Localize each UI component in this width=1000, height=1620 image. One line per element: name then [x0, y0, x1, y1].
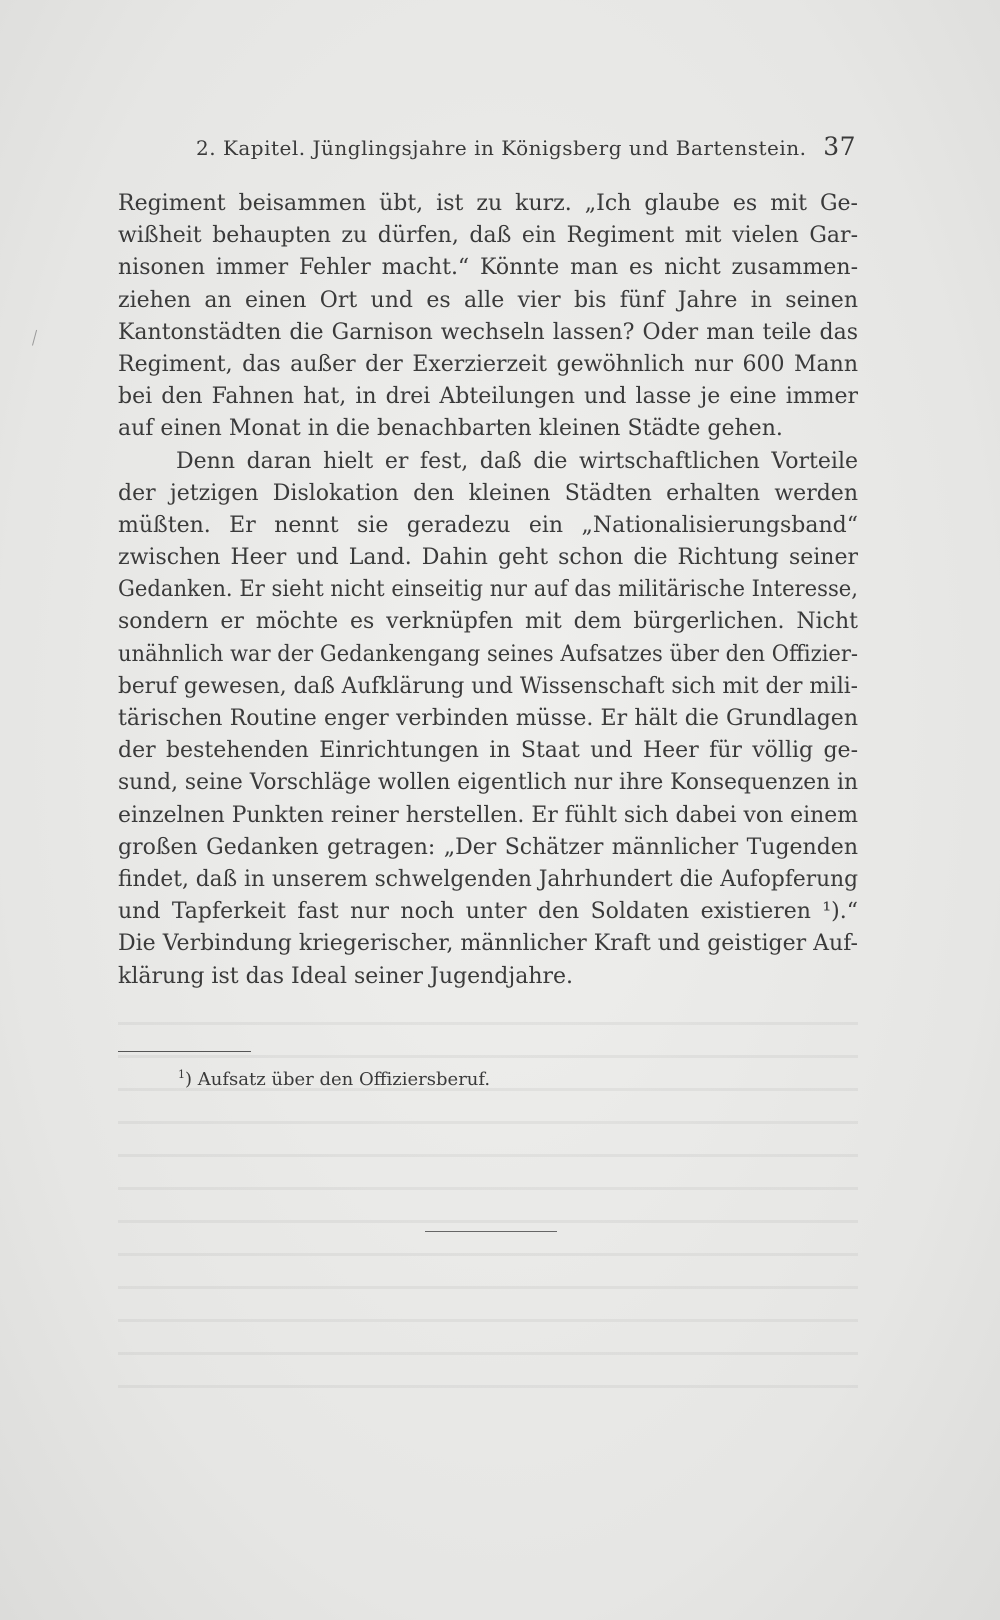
body-text	[118, 188, 858, 993]
bleed-through-texture	[118, 1000, 858, 1410]
text-line: wißheit behaupten zu dürfen, daß ein Regiment mit vielen Gar-	[118, 223, 858, 249]
text-line: der bestehenden Einrichtungen in Staat und Heer für völlig ge-	[118, 738, 858, 764]
text-line: zwischen Heer und Land. Dahin geht schon die Richtung seiner	[118, 545, 858, 571]
page-end-rule	[425, 1231, 557, 1232]
footnote	[178, 1068, 490, 1090]
text-line: Die Verbindung kriegerischer, männlicher Kraft und geistiger Auf-	[118, 931, 858, 957]
text-line: nisonen immer Fehler macht.“ Könnte man es nicht zusammen-	[118, 255, 858, 281]
text-line: findet, daß in unserem schwelgenden Jahrhundert die Aufopferung	[118, 866, 858, 892]
text-line: Kantonstädten die Garnison wechseln lassen? Oder man teile das	[118, 319, 858, 345]
text-line: beruf gewesen, daß Aufklärung und Wissenschaft sich mit der mili-	[118, 673, 858, 699]
text-line: Regiment beisammen übt, ist zu kurz. „Ich glaube es mit Ge-	[118, 191, 858, 216]
text-line: unähnlich war der Gedankengang seines Aufsatzes über den Offizier-	[118, 641, 858, 667]
footnote-marker: 1	[178, 1068, 185, 1081]
text-line: sondern er möchte es verknüpfen mit dem bürgerlichen. Nicht	[118, 609, 858, 635]
text-line: der jetzigen Dislokation den kleinen Städten erhalten werden	[118, 480, 858, 506]
page-number: 37	[823, 132, 856, 161]
text-line: Gedanken. Er sieht nicht einseitig nur auf das militärische Interesse,	[118, 577, 858, 603]
text-line: einzelnen Punkten reiner herstellen. Er fühlt sich dabei von einem	[118, 802, 858, 828]
footnote-text: ) Aufsatz über den Offiziersberuf.	[185, 1069, 491, 1090]
text-line: großen Gedanken getragen: „Der Schätzer männlicher Tugenden	[118, 834, 858, 860]
text-line: ziehen an einen Ort und es alle vier bis fünf Jahre in seinen	[118, 287, 858, 313]
text-line-paragraph-start: Denn daran hielt er fest, daß die wirtschaftlichen Vorteile	[176, 448, 858, 474]
page-header	[196, 128, 856, 168]
running-title: 2. Kapitel. Jünglingsjahre in Königsberg und Bartenstein.	[196, 136, 807, 160]
text-line: bei den Fahnen hat, in drei Abteilungen und lasse je eine immer	[118, 384, 858, 410]
text-line: müßten. Er nennt sie geradezu ein „Nationalisierungsband“	[118, 512, 858, 538]
text-line: klärung ist das Ideal seiner Jugendjahre.	[118, 963, 574, 989]
footnote-divider	[118, 1051, 251, 1052]
text-line: Regiment, das außer der Exerzierzeit gewöhnlich nur 600 Mann	[118, 351, 858, 377]
text-line: tärischen Routine enger verbinden müsse. Er hält die Grundlagen	[118, 706, 858, 731]
text-line: auf einen Monat in die benachbarten kleinen Städte gehen.	[118, 416, 783, 442]
text-line: und Tapferkeit fast nur noch unter den Soldaten existieren ¹).“	[118, 899, 858, 925]
text-line: sund, seine Vorschläge wollen eigentlich nur ihre Konsequenzen in	[118, 770, 858, 796]
margin-mark	[32, 330, 39, 346]
